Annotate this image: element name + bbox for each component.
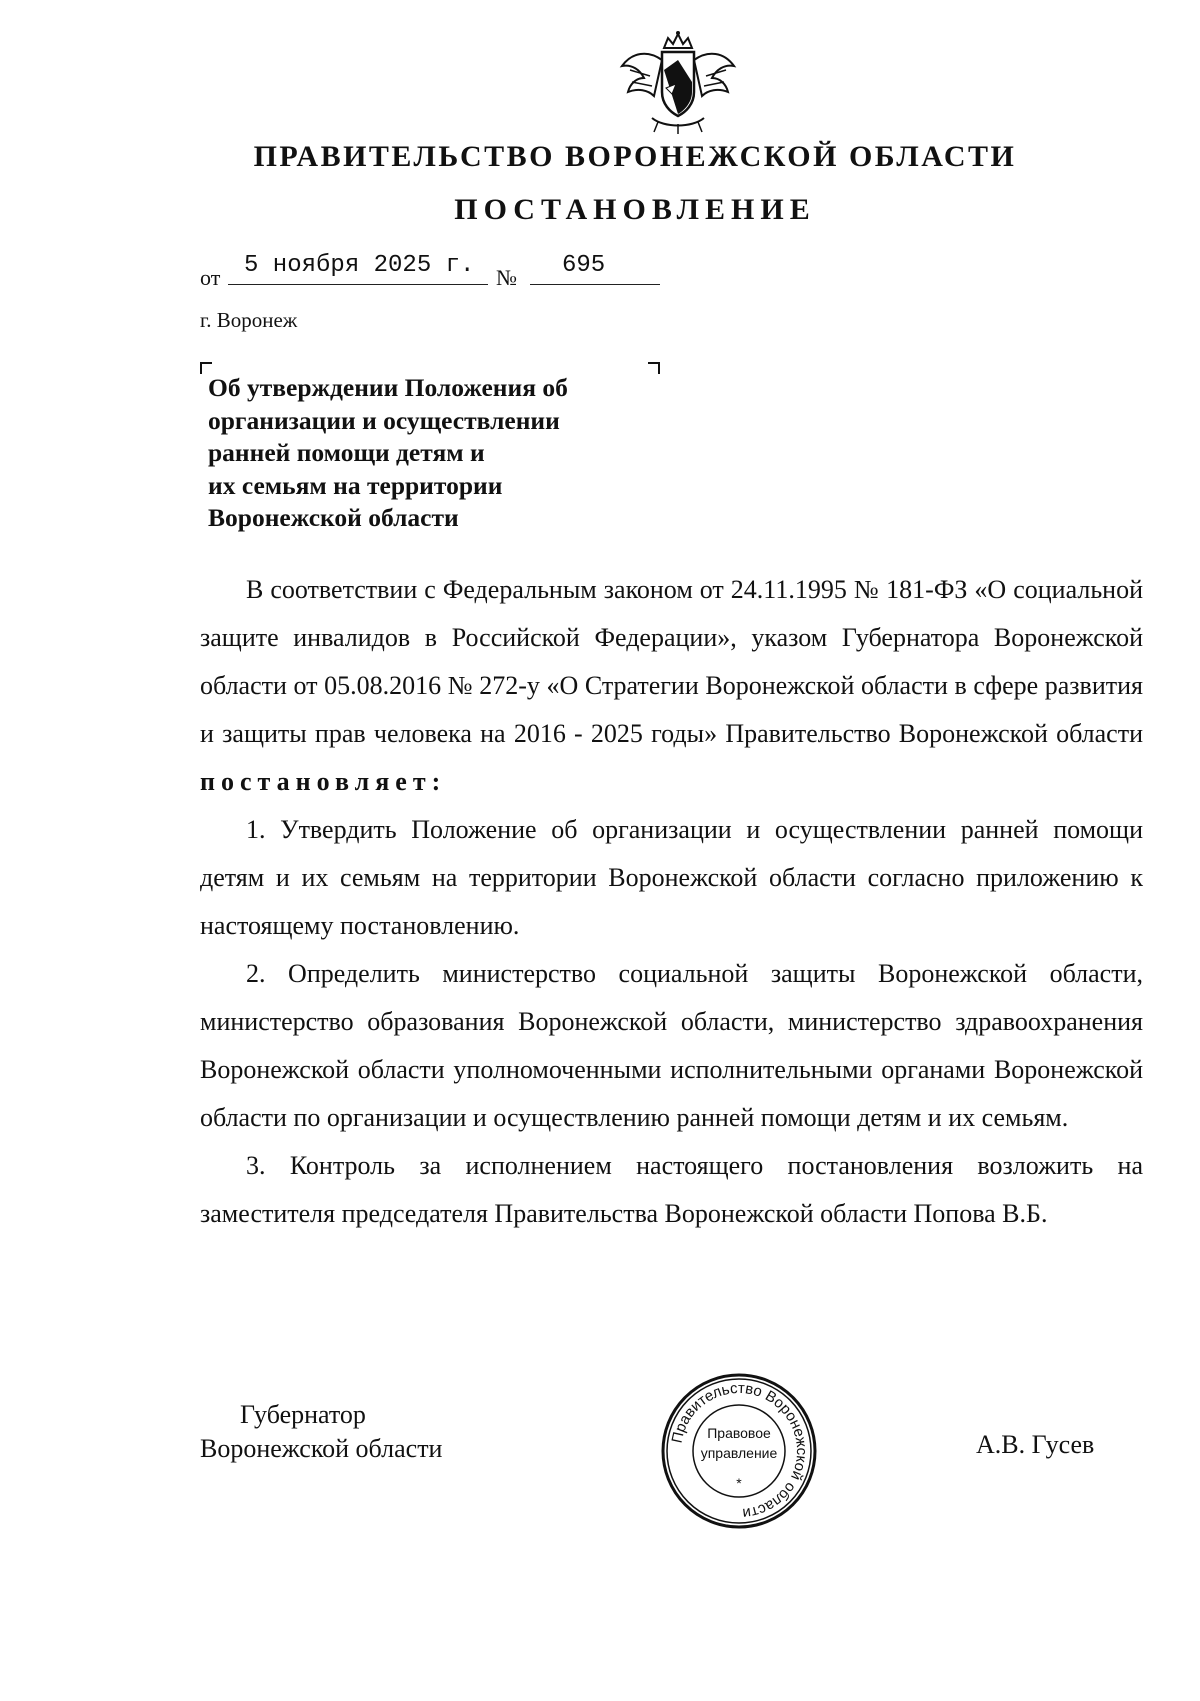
signatory-name: А.В. Гусев xyxy=(976,1430,1095,1459)
stamp-ring-text: Правительство Воронежской области xyxy=(668,1379,811,1522)
preamble-text: В соответствии с Федеральным законом от 24.11.1995 № 181-ФЗ «О социальной защите инвалидов в Российской Федерации», указом Губернатора Воронежской области от 05.08.2016 № 272-у «О Стратегии Воронежской области в сфере развития и защиты прав человека на 2016 - 2025 годы» Правительство Воронежской области xyxy=(200,575,1143,748)
stamp-center xyxy=(659,1423,819,1493)
city-label: г. Воронеж xyxy=(200,308,298,332)
number-value: 695 xyxy=(562,252,606,279)
subject-line: организации и осуществлении xyxy=(208,405,560,435)
stamp-center-line: Правовое xyxy=(707,1425,771,1441)
number-field xyxy=(530,252,660,285)
subject-line: Воронежской области xyxy=(208,503,459,532)
signatory-position-line: Губернатор xyxy=(240,1400,366,1429)
item-paragraph: 1. Утвердить Положение об организации и осуществлении ранней помощи детям и их семьям на территории Воронежской области согласно приложению к настоящему постановлению. xyxy=(200,815,1143,940)
subject-line: ранней помощи детям и xyxy=(208,438,485,467)
decree-word: постановляет: xyxy=(200,767,447,796)
organization-title: ПРАВИТЕЛЬСТВО ВОРОНЕЖСКОЙ ОБЛАСТИ xyxy=(253,140,1017,173)
number-label: № xyxy=(496,265,517,290)
document-type-title: ПОСТАНОВЛЕНИЕ xyxy=(454,193,816,226)
date-field xyxy=(228,252,488,285)
preamble-paragraph xyxy=(200,566,1143,806)
legal-department-stamp xyxy=(659,1371,819,1531)
signatory-position-line: Воронежской области xyxy=(200,1434,443,1463)
subject-line: их семьям на территории xyxy=(208,470,503,500)
subject-corner-right xyxy=(648,362,660,374)
document-subject xyxy=(208,372,648,535)
date-number-row xyxy=(200,252,720,292)
date-from-label: от xyxy=(200,265,221,290)
signatory-position xyxy=(200,1398,442,1466)
document-body xyxy=(200,566,1143,1238)
subject-line: Об утверждении Положения об xyxy=(208,373,568,402)
item-paragraph: 3. Контроль за исполнением настоящего постановления возложить на заместителя председателя Правительства Воронежской области Попова В.Б. xyxy=(200,1151,1143,1228)
stamp-center-line: управление xyxy=(700,1445,778,1461)
item-paragraph: 2. Определить министерство социальной защиты Воронежской области, министерство образования Воронежской области, министерство здравоохранения Воронежской области уполномоченными исполнительными органами Воронежской области по организации и осуществлению ранней помощи детям и их семьям. xyxy=(200,959,1143,1132)
date-value: 5 ноября 2025 г. xyxy=(244,252,475,279)
stamp-star: * xyxy=(736,1475,742,1491)
coat-of-arms-emblem xyxy=(618,30,738,134)
